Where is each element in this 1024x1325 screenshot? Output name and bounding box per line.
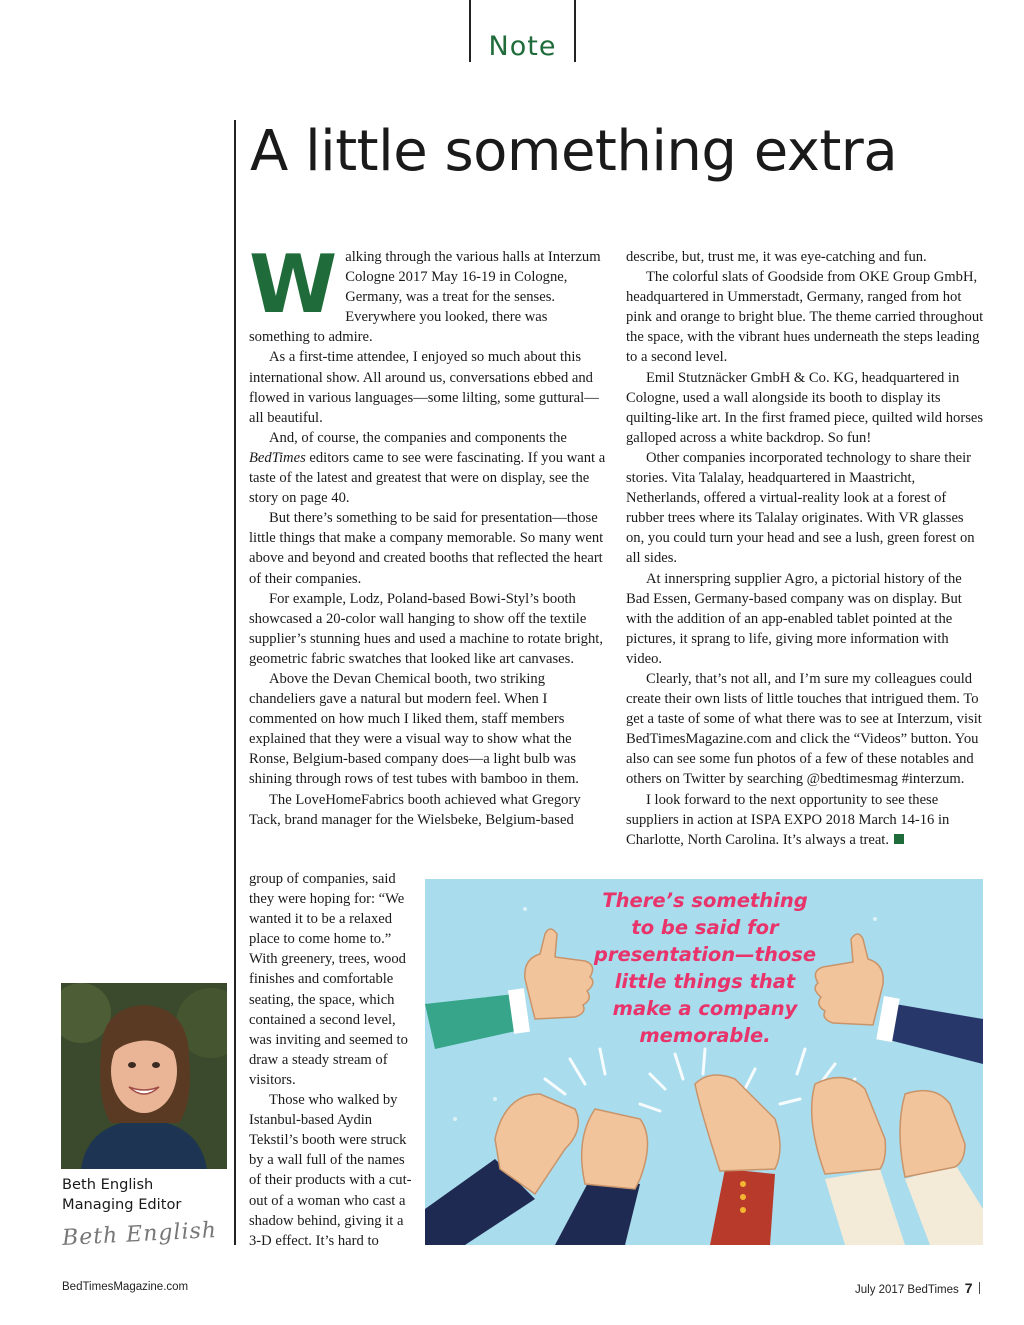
article-column-1-continued (249, 869, 415, 1251)
paragraph: Emil Stutznäcker GmbH & Co. KG, headquartered in Cologne, used a wall alongside its booth to display its quilting-like art. In the first framed piece, quilted wild horses galloped across a white backdrop. So fun! (626, 369, 984, 446)
paragraph: Those who walked by Istanbul-based Aydin Tekstil’s booth were struck by a wall full of the names of their products with a cut-out of a woman who cast a shadow behind, giving it a 3-D effect. It’s hard to (249, 1092, 412, 1249)
author-caption (62, 1175, 181, 1215)
section-tab (469, 0, 576, 62)
author-name: Beth English (62, 1176, 154, 1193)
end-mark-icon (894, 834, 904, 844)
author-photo (61, 983, 227, 1169)
paragraph: Above the Devan Chemical booth, two striking chandeliers gave a natural but modern feel. When I commented on how much I liked them, staff members explained that they were a visual way to show what the Ronse, Belgium-based company does—a light bulb was shining through rows of test tubes with bamboo in them. (249, 670, 579, 788)
pull-quote: There’s something to be said for presentation—those little things that make a company memorable. (593, 889, 817, 1047)
paragraph: At innerspring supplier Agro, a pictorial history of the Bad Essen, Germany-based company was on display. But with the addition of an app-enabled tablet pointed at the pictures, it sprang to life, giving more information with video. (626, 570, 962, 667)
illustration (425, 879, 983, 1245)
footer-issue (855, 1280, 980, 1296)
author-title: Managing Editor (62, 1196, 182, 1213)
drop-cap: W (249, 238, 338, 331)
magazine-name: BedTimes (249, 449, 306, 466)
footer-website: BedTimesMagazine.com (62, 1281, 189, 1293)
paragraph: The LoveHomeFabrics booth achieved what Gregory Tack, brand manager for the Wielsbeke, Belgium-based (249, 791, 581, 828)
footer-divider (979, 1282, 980, 1294)
article-column-2 (626, 247, 984, 850)
author-signature: Beth English (61, 1217, 218, 1252)
paragraph: Walking through the various halls at Interzum Cologne 2017 May 16-19 in Cologne, Germany, was a treat for the senses. Everywhere you looked, there was something to admire. (249, 238, 601, 346)
portrait-image (61, 983, 227, 1169)
paragraph: Clearly, that’s not all, and I’m sure my colleagues could create their own lists of little touches that intrigued them. To get a taste of some of what there was to see at Interzum, visit BedTimesMagazine.com and click the “Videos” button. You also can see some fun photos of a few of these notables and others on Twitter by searching @bedtimesmag #interzum. (626, 670, 982, 788)
paragraph: As a first-time attendee, I enjoyed so much about this international show. All around us, conversations ebbed and flowed in various languages—some lilting, some guttural—all beautiful. (249, 349, 599, 426)
paragraph: For example, Lodz, Poland-based Bowi-Styl’s booth showcased a 20-color wall hanging to show off the textile supplier’s stunning hues and used a machine to rotate bright, geometric fabric swatches that looked like art canvases. (249, 590, 603, 667)
paragraph: The colorful slats of Goodside from OKE Group GmbH, headquartered in Ummerstadt, Germany, ranged from hot pink and orange to bright blue. The theme carried throughout the space, with the vibrant hues underneath the steps leading to a second level. (626, 269, 984, 366)
paragraph: group of companies, said they were hoping for: “We wanted it to be a relaxed place to come home to.” With greenery, trees, wood finishes and comfortable seating, the space, which contained a second level, was inviting and seemed to draw a steady stream of visitors. (249, 871, 408, 1088)
paragraph: Other companies incorporated technology to share their stories. Vita Talalay, headquartered in Maastricht, Netherlands, offered a virtual-reality look at a forest of rubber trees where its Talalay originates. With VR glasses on, you could turn your head and see a lush, green forest on all sides. (626, 449, 975, 567)
paragraph: But there’s something to be said for presentation—those little things that make a company memorable. So many went above and beyond and created booths that reflected the heart of their companies. (249, 510, 604, 587)
paragraph: And, of course, the companies and components the BedTimes editors came to see were fascinating. If you want a taste of the latest and greatest that were on display, see the story on page 40. (249, 429, 606, 507)
issue-label: July 2017 BedTimes (855, 1284, 959, 1296)
section-label: Note (488, 31, 557, 62)
vertical-rule (234, 120, 236, 1245)
headline: A little something extra (250, 119, 898, 184)
page-number: 7 (964, 1280, 973, 1296)
paragraph: describe, but, trust me, it was eye-catching and fun. (626, 249, 927, 265)
article-column-1 (249, 238, 606, 830)
paragraph: I look forward to the next opportunity to see these suppliers in action at ISPA EXPO 2018 March 14-16 in Charlotte, North Carolina. It’s always a treat. (626, 791, 950, 848)
